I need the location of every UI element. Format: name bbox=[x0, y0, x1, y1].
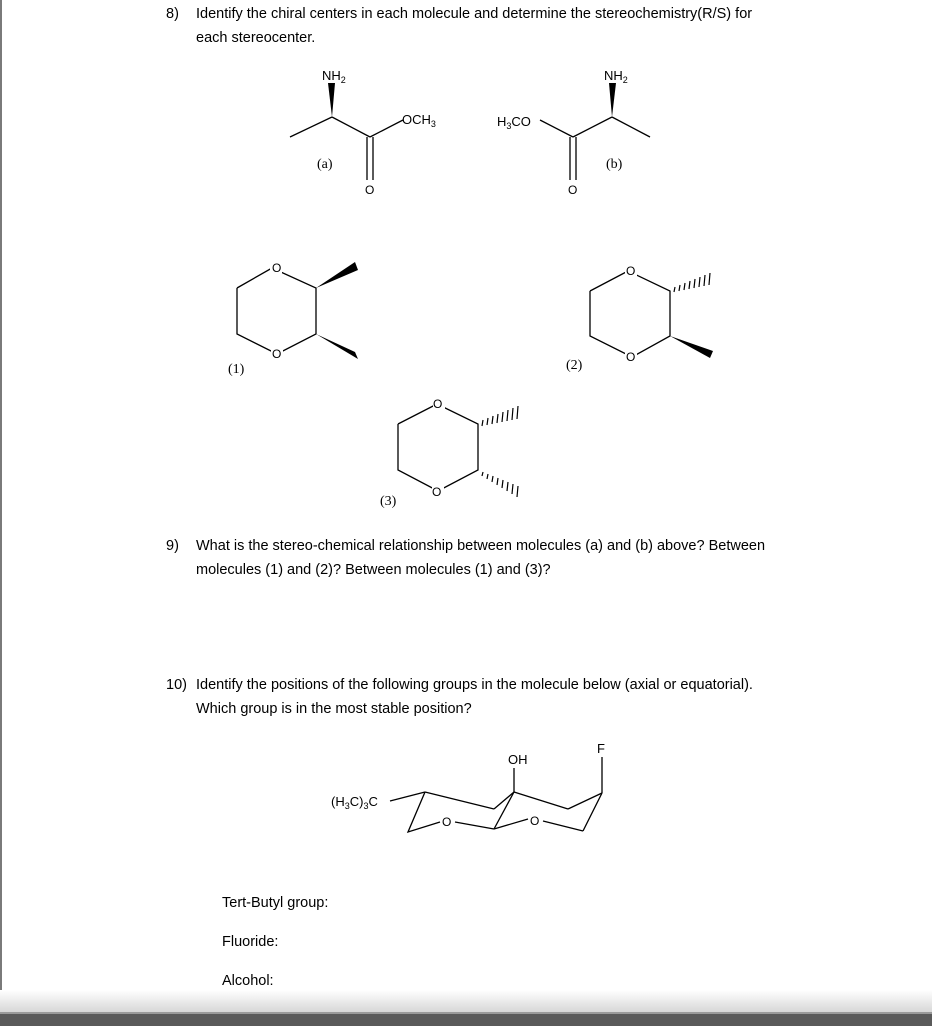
ring-2-label: (2) bbox=[566, 358, 583, 373]
molecule-b-label: (b) bbox=[606, 157, 623, 172]
chair-o-2: O bbox=[530, 814, 540, 828]
question-9-number: 9) bbox=[166, 538, 179, 554]
molecule-b-wedge bbox=[609, 83, 616, 117]
answer-fluoride-label: Fluoride: bbox=[222, 934, 279, 950]
molecule-a-wedge bbox=[328, 83, 335, 117]
ring-3 bbox=[380, 397, 518, 509]
molecule-a-och3: $OCH_3$ bbox=[402, 112, 436, 129]
page-bottom-shadow bbox=[0, 990, 932, 1012]
ring-2-o-top: O bbox=[626, 264, 636, 278]
molecule-b-nh2: $NH_2$ bbox=[604, 68, 628, 85]
ring-2 bbox=[566, 264, 713, 373]
molecule-a-label: (a) bbox=[317, 157, 333, 172]
molecule-b-carbonyl-o: O bbox=[568, 183, 578, 197]
molecule-b-h3co: $H_3CO$ bbox=[497, 114, 531, 131]
question-10-number: 10) bbox=[166, 677, 187, 693]
ring-1-label: (1) bbox=[228, 362, 245, 377]
question-9-line-2: molecules (1) and (2)? Between molecules (1) and (3)? bbox=[196, 562, 551, 578]
chair-o-1: O bbox=[442, 815, 452, 829]
chair-molecule bbox=[331, 741, 605, 832]
question-10-line-2: Which group is in the most stable position? bbox=[196, 701, 472, 717]
ring-3-label: (3) bbox=[380, 494, 397, 509]
ring-1 bbox=[228, 261, 358, 377]
question-8-line-2: each stereocenter. bbox=[196, 30, 316, 46]
molecule-a bbox=[290, 68, 436, 197]
molecule-b bbox=[497, 68, 650, 197]
ring-2-o-bottom: O bbox=[626, 350, 636, 364]
chair-oh: OH bbox=[508, 752, 528, 767]
ring-3-hash-top bbox=[482, 406, 518, 426]
question-8-number: 8) bbox=[166, 6, 179, 22]
ring-3-o-bottom: O bbox=[432, 485, 442, 499]
answer-tert-butyl-label: Tert-Butyl group: bbox=[222, 895, 329, 911]
molecule-a-carbonyl-o: O bbox=[365, 183, 375, 197]
question-8-line-1: Identify the chiral centers in each molecule and determine the stereochemistry(R/S) for bbox=[196, 6, 753, 22]
ring-1-o-bottom: O bbox=[272, 347, 282, 361]
ring-3-o-top: O bbox=[433, 397, 443, 411]
ring-1-wedge-bottom bbox=[316, 334, 358, 359]
ring-1-wedge-top bbox=[316, 262, 358, 288]
question-9-line-1: What is the stereo-chemical relationship between molecules (a) and (b) above? Between bbox=[196, 538, 766, 554]
ring-3-hash-bottom bbox=[482, 472, 518, 497]
chair-f: F bbox=[597, 741, 605, 756]
question-10-line-1: Identify the positions of the following groups in the molecule below (axial or equatorial). bbox=[196, 677, 753, 693]
ring-1-o-top: O bbox=[272, 261, 282, 275]
answer-alcohol-label: Alcohol: bbox=[222, 973, 274, 989]
molecule-a-nh2: $NH_2$ bbox=[322, 68, 346, 85]
ring-2-hash-top bbox=[674, 273, 710, 292]
ring-2-wedge-bottom bbox=[670, 336, 713, 358]
chair-tbu: $(H_3C)_3C$ bbox=[331, 794, 378, 811]
